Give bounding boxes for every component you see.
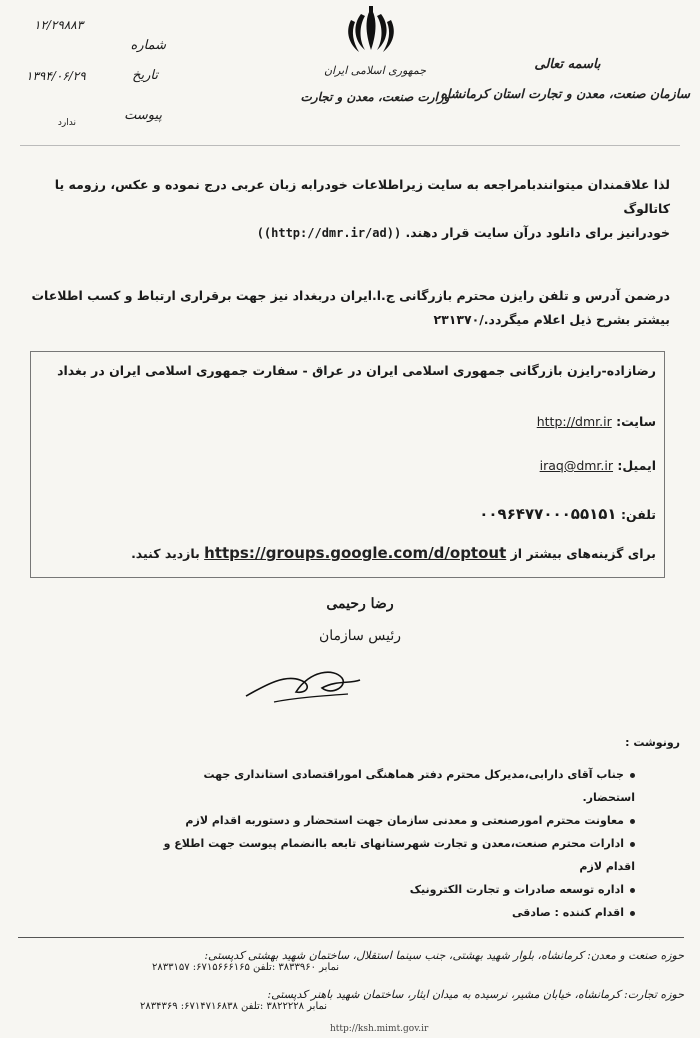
signatory-name: رضا رحیمی <box>326 596 394 612</box>
cc-list <box>160 763 635 924</box>
contact-phone-row <box>256 505 656 523</box>
contact-optout-row <box>36 544 656 562</box>
header-basmala: باسمه تعالی <box>534 57 601 72</box>
header-republic: جمهوری اسلامی ایران <box>323 64 427 77</box>
label-attachment: پیوست <box>124 108 162 123</box>
handwritten-signature <box>238 650 368 710</box>
contact-email-row <box>256 458 656 473</box>
paragraph-catalog-line1: لذا علاقمندان میتوانندبامراجعه به سایت زیراطلاعات خودرابه زبان عربی درج نموده و عکس، رزومه یا کاتالوگ <box>54 177 670 216</box>
paragraph-contact-line1: درضمن آدرس و تلفن رایزن محترم بازرگانی ج.ا.ایران دربغداد نیز جهت برقراری ارتباط و کسب اطلاعات <box>31 288 670 303</box>
letter-number: ۱۲/۲۹۸۸۳ <box>34 18 84 32</box>
contact-box-heading: رضازاده-رایزن بازرگانی جمهوری اسلامی ایران در عراق - سفارت جمهوری اسلامی ایران در بغداد <box>57 363 656 378</box>
contact-optout-link[interactable]: https://groups.google.com/d/optout <box>204 544 507 562</box>
ad-url-link[interactable]: ((http://dmr.ir/ad)) <box>256 226 402 240</box>
letter-date: ۱۳۹۴/۰۶/۲۹ <box>26 69 86 83</box>
contact-optout-prefix: برای گزینه‌های بیشتر از <box>510 546 656 561</box>
cc-item: معاونت محترم امورصنعتی و معدنی سازمان جهت استحضار و دستوربه اقدام لازم <box>160 809 635 832</box>
cc-item: جناب آقای دارابی،مدیرکل محترم دفتر هماهنگی اموراقتصادی استانداری جهت استحضار. <box>203 768 635 804</box>
contact-website-row <box>256 414 656 429</box>
paragraph-contact-intro <box>30 284 670 332</box>
paragraph-catalog <box>30 173 670 245</box>
attachment-value: ندارد <box>57 118 76 128</box>
cc-item: اداره توسعه صادرات و تجارت الکترونیک <box>160 878 635 901</box>
cc-heading: رونوشت : <box>625 736 680 749</box>
contact-email-label: ایمیل: <box>617 458 656 473</box>
contact-website-link[interactable]: http://dmr.ir <box>536 414 612 429</box>
contact-box <box>30 351 665 578</box>
label-date: تاریخ <box>132 68 158 83</box>
paragraph-catalog-line2: خودرانیز برای دانلود درآن سایت قرار دهند. ((http://dmr.ir/ad)) <box>256 225 670 240</box>
footer-phones-2: ۲۸۳۴۳۶۹ :نمابر ۳۸۲۲۲۲۸ :تلفن ۶۷۱۴۷۱۶۸۳۸ <box>140 1001 328 1012</box>
signatory-title: رئیس سازمان <box>319 628 401 644</box>
header-divider <box>20 145 680 146</box>
contact-optout-suffix: بازدید کنید. <box>131 546 200 561</box>
footer-address-1: حوزه صنعت و معدن: کرمانشاه، بلوار شهید بهشتی، جنب سینما استقلال، ساختمان شهید بهشتی کدپستی: <box>204 949 684 962</box>
cc-item: ادارات محترم صنعت،معدن و تجارت شهرستانهای تابعه باانضمام پیوست جهت اطلاع و اقدام لازم <box>163 837 635 873</box>
contact-phone-value: ۰۰۹۶۴۷۷۰۰۰۵۵۱۵۱ <box>479 505 617 523</box>
contact-email-link[interactable]: iraq@dmr.ir <box>539 458 614 473</box>
header-organization: سازمان صنعت، معدن و تجارت استان کرمانشاه <box>440 86 690 101</box>
footer-phones-1: ۲۸۳۳۱۵۷ :نمابر ۳۸۳۳۹۶۰ :تلفن ۶۷۱۵۶۶۶۱۶۵ <box>152 962 340 973</box>
contact-website-label: سایت: <box>616 414 656 429</box>
label-number: شماره <box>130 38 166 53</box>
cc-item: اقدام کننده : صادقی <box>160 901 635 924</box>
paragraph-contact-line2: بیشتر بشرح ذیل اعلام میگردد./۲۳۱۳۷۰ <box>433 312 670 327</box>
header-ministry: وزارت صنعت، معدن و تجارت <box>300 90 450 104</box>
footer-divider <box>18 937 684 938</box>
footer-address-2: حوزه تجارت: کرمانشاه، خیابان مشیر، نرسیده به میدان ایثار، ساختمان شهید باهنر کدپستی: <box>267 988 684 1001</box>
contact-phone-label: تلفن: <box>620 507 656 522</box>
footer-url: http://ksh.mimt.gov.ir <box>330 1024 429 1034</box>
iran-emblem-icon <box>343 4 399 56</box>
